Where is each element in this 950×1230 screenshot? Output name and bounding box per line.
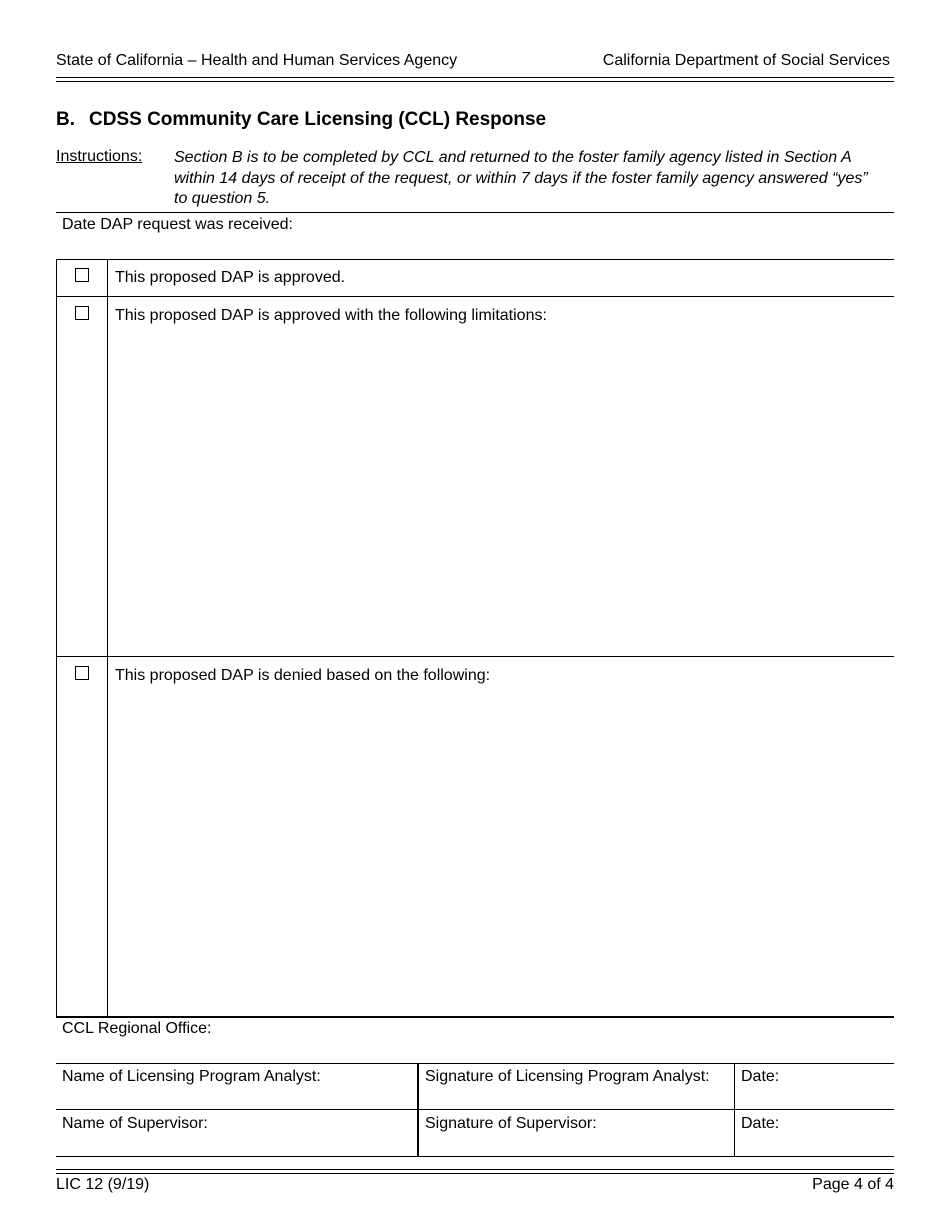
options-column-divider xyxy=(107,259,108,1017)
signature-divider-2 xyxy=(734,1063,735,1157)
approved-limitations-checkbox[interactable] xyxy=(75,306,89,320)
instructions-text: Section B is to be completed by CCL and returned to the foster family agency listed in Section A within 14 days of receipt of the request, or within 7 days if the foster family agency answered “yes” to question 5. xyxy=(174,149,868,207)
signature-rule-1 xyxy=(56,1063,894,1064)
footer-rule-top xyxy=(56,1169,894,1170)
date-received-field[interactable] xyxy=(380,214,880,250)
approved-limitations-label: This proposed DAP is approved with the following limitations: xyxy=(115,307,547,324)
form-number: LIC 12 (9/19) xyxy=(56,1176,150,1193)
section-heading: CDSS Community Care Licensing (CCL) Response xyxy=(89,109,547,130)
supervisor-name-label: Name of Supervisor: xyxy=(62,1115,208,1132)
options-rule-2 xyxy=(56,296,894,297)
limitations-text-area[interactable] xyxy=(112,330,887,650)
header-department: California Department of Social Services xyxy=(602,52,890,69)
options-rule-3 xyxy=(56,656,894,657)
date-received-label: Date DAP request was received: xyxy=(62,216,293,233)
supervisor-date-label: Date: xyxy=(741,1115,780,1132)
denial-reasons-text-area[interactable] xyxy=(112,690,887,1010)
regional-office-field[interactable] xyxy=(230,1020,880,1056)
signature-rule-3 xyxy=(56,1156,894,1157)
options-rule-1 xyxy=(56,259,894,260)
header-rule-bottom xyxy=(56,81,894,82)
supervisor-signature-label: Signature of Supervisor: xyxy=(425,1115,597,1132)
signature-divider-1 xyxy=(417,1063,419,1157)
analyst-date-label: Date: xyxy=(741,1068,780,1085)
header-agency: State of California – Health and Human Services Agency xyxy=(56,52,458,69)
approved-checkbox[interactable] xyxy=(75,268,89,282)
analyst-signature-label: Signature of Licensing Program Analyst: xyxy=(425,1068,710,1085)
section-letter: B. xyxy=(56,109,75,130)
regional-office-label: CCL Regional Office: xyxy=(62,1020,212,1037)
analyst-name-label: Name of Licensing Program Analyst: xyxy=(62,1068,321,1085)
options-left-border xyxy=(56,259,57,1017)
header-rule-top xyxy=(56,77,894,78)
denied-label: This proposed DAP is denied based on the following: xyxy=(115,667,491,684)
approved-label: This proposed DAP is approved. xyxy=(115,269,346,286)
options-rule-bottom xyxy=(56,1016,894,1018)
section-title xyxy=(56,109,546,131)
instructions-rule xyxy=(56,212,894,213)
denied-checkbox[interactable] xyxy=(75,666,89,680)
signature-rule-2 xyxy=(56,1109,894,1110)
instructions-label: Instructions: xyxy=(56,148,143,165)
footer-rule-bottom xyxy=(56,1173,894,1174)
page-number: Page 4 of 4 xyxy=(812,1176,894,1193)
